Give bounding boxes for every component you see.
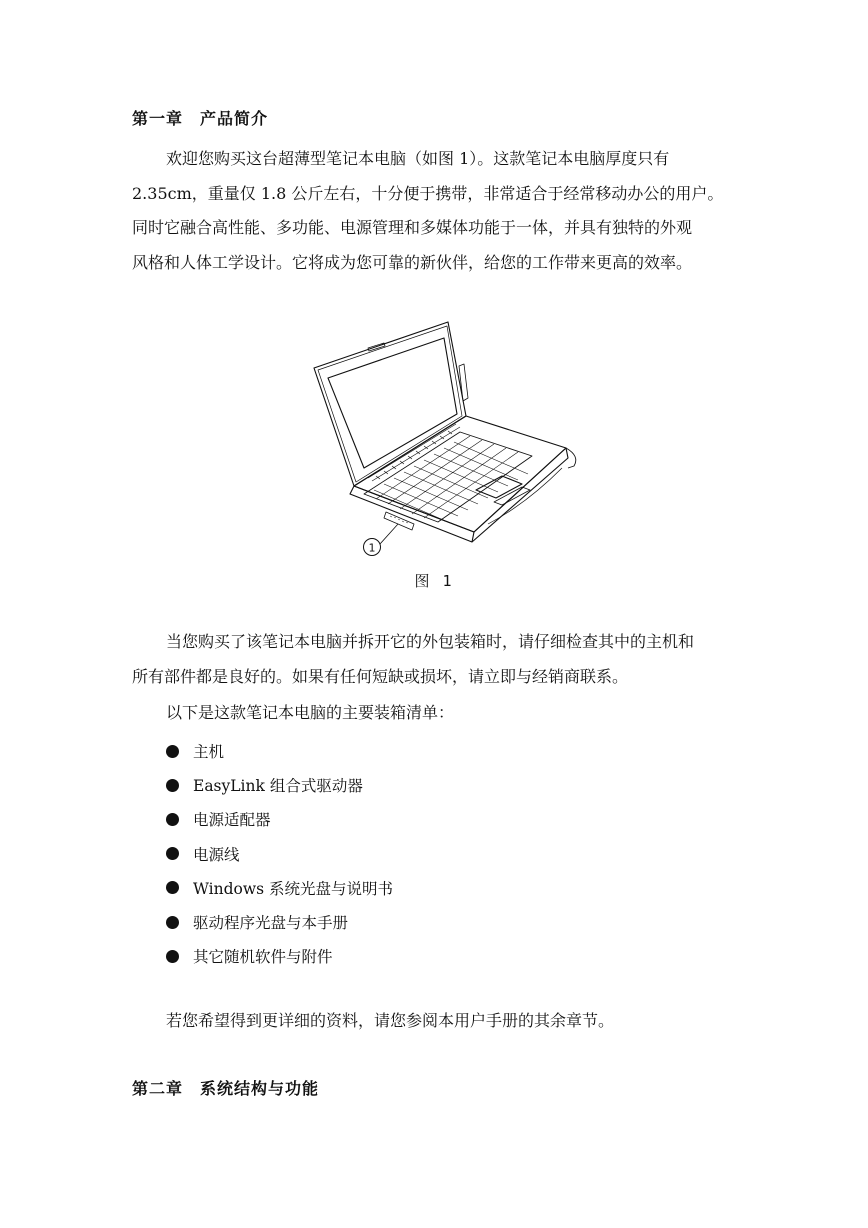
bullet-icon	[166, 779, 179, 792]
bullet-icon	[166, 847, 179, 860]
list-item	[166, 802, 393, 836]
list-item	[166, 837, 393, 871]
figure-caption: 图 1	[414, 572, 454, 590]
list-item-label: 主机	[193, 743, 225, 762]
list-item-label: 驱动程序光盘与本手册	[193, 914, 349, 933]
bullet-icon	[166, 745, 179, 758]
list-item-label: 电源线	[193, 845, 240, 864]
packing-list	[166, 734, 393, 973]
list-item-label: EasyLink 组合式驱动器	[193, 777, 363, 796]
unpack-line: 当您购买了该笔记本电脑并拆开它的外包装箱时，请仔细检查其中的主机和	[166, 632, 695, 651]
list-item-label: Windows 系统光盘与说明书	[193, 879, 394, 898]
intro-line: 风格和人体工学设计。它将成为您可靠的新伙伴，给您的工作带来更高的效率。	[132, 252, 693, 272]
intro-line: 欢迎您购买这台超薄型笔记本电脑（如图 1）。这款笔记本电脑厚度只有	[166, 149, 670, 168]
bullet-icon	[166, 813, 179, 826]
unpack-paragraph	[132, 625, 740, 694]
list-item-label: 电源适配器	[193, 811, 271, 830]
packing-list-intro: 以下是这款笔记本电脑的主要装箱清单：	[166, 703, 455, 722]
bullet-icon	[166, 881, 179, 894]
list-item	[166, 768, 393, 802]
chapter-1-heading: 第一章 产品简介	[132, 109, 269, 128]
list-item	[166, 905, 393, 939]
bullet-icon	[166, 916, 179, 929]
list-item	[166, 871, 393, 905]
unpack-line: 所有部件都是良好的。如果有任何短缺或损坏，请立即与经销商联系。	[132, 666, 629, 686]
chapter-2-heading: 第二章 系统结构与功能	[132, 1079, 320, 1098]
figure-callout-label: 1	[368, 541, 376, 555]
intro-line: 2.35cm，重量仅 1.8 公斤左右，十分便于携带，非常适合于经常移动办公的用户。	[132, 183, 724, 203]
list-item	[166, 939, 393, 973]
intro-line: 同时它融合高性能、多功能、电源管理和多媒体功能于一体，并具有独特的外观	[132, 218, 693, 237]
list-item	[166, 734, 393, 768]
bullet-icon	[166, 950, 179, 963]
intro-paragraph	[132, 142, 740, 280]
closing-paragraph: 若您希望得到更详细的资料，请您参阅本用户手册的其余章节。	[166, 1011, 615, 1030]
laptop-illustration	[306, 318, 596, 556]
list-item-label: 其它随机软件与附件	[193, 948, 333, 967]
